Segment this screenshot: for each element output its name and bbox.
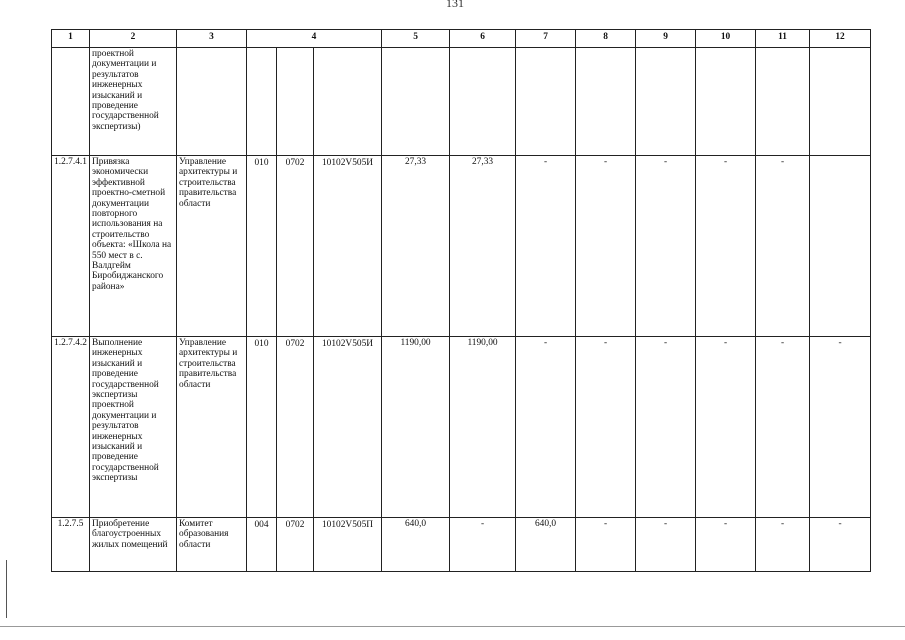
table-row bbox=[52, 337, 871, 518]
row-number bbox=[52, 48, 90, 156]
scan-margin-mark bbox=[6, 560, 7, 618]
header-cell: 11 bbox=[756, 30, 810, 48]
header-cell: 12 bbox=[810, 30, 871, 48]
budget-table bbox=[51, 29, 871, 572]
row-executor: Управление архитектуры и строительства правительства области bbox=[177, 337, 247, 518]
row-name: Приобретение благоустроенных жилых помещений bbox=[90, 518, 177, 572]
table-row bbox=[52, 518, 871, 572]
row-name: проектной документации и результатов инженерных изысканий и проведение государственной экспертизы) bbox=[90, 48, 177, 156]
page-number: 131 bbox=[446, 0, 464, 10]
table-row bbox=[52, 156, 871, 337]
table-row bbox=[52, 48, 871, 156]
row-col12: - bbox=[810, 337, 871, 518]
row-executor: Комитет образования области bbox=[177, 518, 247, 572]
row-grbs bbox=[247, 48, 277, 156]
row-name: Выполнение инженерных изысканий и проведение государственной экспертизы проектной документации и результатов инженерных изысканий и проведение государственной экспертизы bbox=[90, 337, 177, 518]
row-regional: 640,0 bbox=[516, 518, 576, 572]
row-col11: - bbox=[756, 337, 810, 518]
row-rzpr bbox=[277, 48, 314, 156]
row-total bbox=[382, 48, 450, 156]
header-cell: 9 bbox=[636, 30, 696, 48]
row-rzpr: 0702 bbox=[277, 337, 314, 518]
row-col12: - bbox=[810, 518, 871, 572]
row-csr: 10102V505П bbox=[314, 518, 382, 572]
row-col8: - bbox=[576, 337, 636, 518]
header-cell: 1 bbox=[52, 30, 90, 48]
header-cell: 8 bbox=[576, 30, 636, 48]
row-col8 bbox=[576, 48, 636, 156]
row-col10: - bbox=[696, 337, 756, 518]
bottom-rule bbox=[0, 626, 905, 627]
row-col10: - bbox=[696, 156, 756, 337]
row-total: 27,33 bbox=[382, 156, 450, 337]
row-col11 bbox=[756, 48, 810, 156]
row-federal: 1190,00 bbox=[450, 337, 516, 518]
header-cell: 5 bbox=[382, 30, 450, 48]
row-number: 1.2.7.5 bbox=[52, 518, 90, 572]
row-rzpr: 0702 bbox=[277, 156, 314, 337]
row-federal: 27,33 bbox=[450, 156, 516, 337]
row-name: Привязка экономически эффективной проектно-сметной документации повторного использования на строительство объекта: «Школа на 550 мест в с. Валдгейм Биробиджанского района» bbox=[90, 156, 177, 337]
row-regional bbox=[516, 48, 576, 156]
row-col12 bbox=[810, 48, 871, 156]
row-grbs: 010 bbox=[247, 156, 277, 337]
row-total: 1190,00 bbox=[382, 337, 450, 518]
row-rzpr: 0702 bbox=[277, 518, 314, 572]
header-cell: 7 bbox=[516, 30, 576, 48]
row-col10 bbox=[696, 48, 756, 156]
row-csr: 10102V505И bbox=[314, 156, 382, 337]
header-row bbox=[52, 30, 871, 48]
row-total: 640,0 bbox=[382, 518, 450, 572]
row-csr bbox=[314, 48, 382, 156]
row-col8: - bbox=[576, 518, 636, 572]
row-col11: - bbox=[756, 156, 810, 337]
header-cell: 3 bbox=[177, 30, 247, 48]
header-cell: 2 bbox=[90, 30, 177, 48]
row-grbs: 010 bbox=[247, 337, 277, 518]
row-grbs: 004 bbox=[247, 518, 277, 572]
row-col10: - bbox=[696, 518, 756, 572]
row-federal: - bbox=[450, 518, 516, 572]
header-cell: 10 bbox=[696, 30, 756, 48]
row-col9 bbox=[636, 48, 696, 156]
row-col11: - bbox=[756, 518, 810, 572]
row-col9: - bbox=[636, 156, 696, 337]
row-col12 bbox=[810, 156, 871, 337]
row-number: 1.2.7.4.2 bbox=[52, 337, 90, 518]
row-federal bbox=[450, 48, 516, 156]
row-col9: - bbox=[636, 518, 696, 572]
row-col8: - bbox=[576, 156, 636, 337]
row-number: 1.2.7.4.1 bbox=[52, 156, 90, 337]
header-cell: 4 bbox=[247, 30, 382, 48]
row-col9: - bbox=[636, 337, 696, 518]
row-regional: - bbox=[516, 156, 576, 337]
row-regional: - bbox=[516, 337, 576, 518]
row-executor: Управление архитектуры и строительства правительства области bbox=[177, 156, 247, 337]
header-cell: 6 bbox=[450, 30, 516, 48]
row-csr: 10102V505И bbox=[314, 337, 382, 518]
row-executor bbox=[177, 48, 247, 156]
